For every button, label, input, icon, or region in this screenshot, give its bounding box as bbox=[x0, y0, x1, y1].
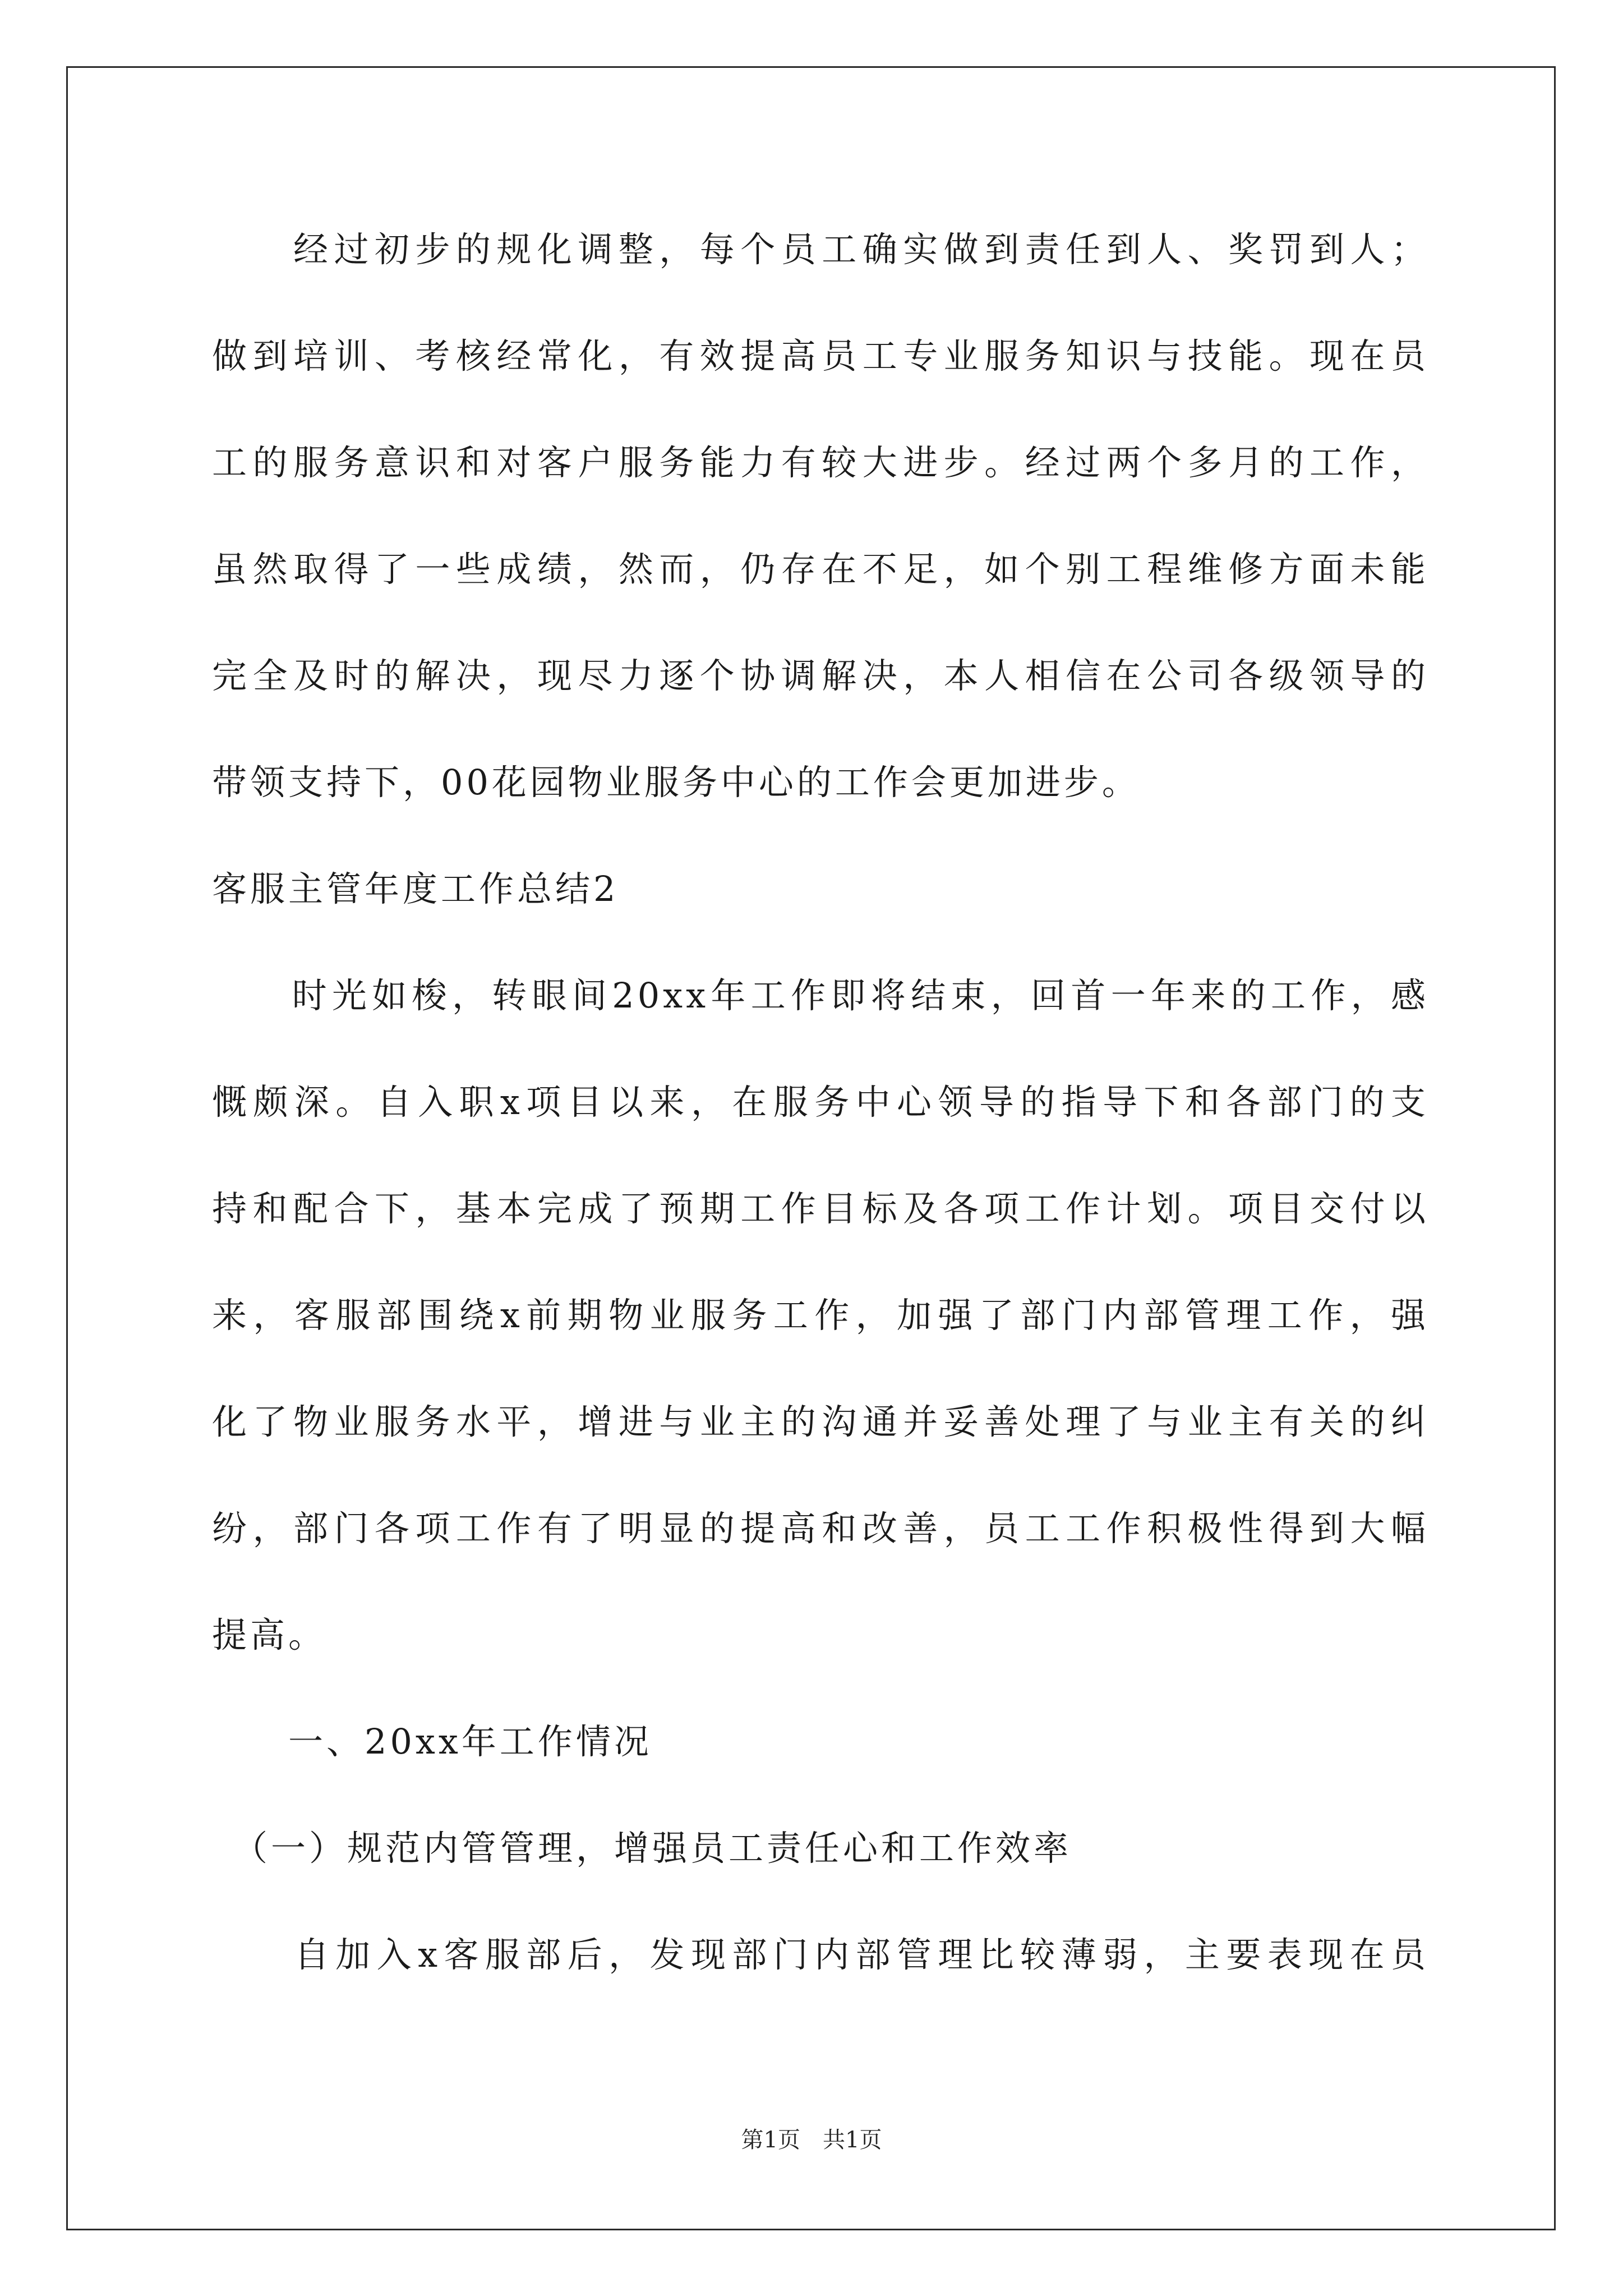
paragraph-line: 经过初步的规化调整，每个员工确实做到责任到人、奖罚到人； bbox=[212, 229, 1429, 270]
paragraph-line: 带领支持下，00花园物业服务中心的工作会更加进步。 bbox=[212, 762, 1140, 803]
paragraph-line: 工的服务意识和对客户服务能力有较大进步。经过两个多月的工作， bbox=[212, 442, 1429, 483]
paragraph-line: 时光如梭，转眼间20xx年工作即将结束，回首一年来的工作，感 bbox=[212, 975, 1429, 1016]
paragraph-line: 提高。 bbox=[212, 1614, 327, 1655]
paragraph-line: 纷，部门各项工作有了明显的提高和改善，员工工作积极性得到大幅 bbox=[212, 1508, 1429, 1549]
page-footer: 第1页 共1页 bbox=[741, 2127, 882, 2153]
paragraph-line: 化了物业服务水平，增进与业主的沟通并妥善处理了与业主有关的纠 bbox=[212, 1401, 1429, 1442]
paragraph-line: 自加入x客服部后，发现部门内部管理比较薄弱，主要表现在员 bbox=[212, 1934, 1429, 1975]
paragraph-line: 持和配合下，基本完成了预期工作目标及各项工作计划。项目交付以 bbox=[212, 1188, 1429, 1229]
page-border bbox=[66, 66, 1556, 2230]
paragraph-line: 来，客服部围绕x前期物业服务工作，加强了部门内部管理工作，强 bbox=[212, 1295, 1429, 1336]
paragraph-line: 完全及时的解决，现尽力逐个协调解决，本人相信在公司各级领导的 bbox=[212, 655, 1429, 696]
paragraph-line: 慨颇深。自入职x项目以来，在服务中心领导的指导下和各部门的支 bbox=[212, 1082, 1429, 1122]
subheading: （一）规范内管管理，增强员工责任心和工作效率 bbox=[212, 1828, 1072, 1869]
section-heading: 客服主管年度工作总结2 bbox=[212, 868, 619, 909]
paragraph-line: 做到培训、考核经常化，有效提高员工专业服务知识与技能。现在员 bbox=[212, 335, 1429, 376]
paragraph-line: 虽然取得了一些成绩，然而，仍存在不足，如个别工程维修方面未能 bbox=[212, 549, 1429, 590]
subheading: 一、20xx年工作情况 bbox=[212, 1721, 652, 1762]
